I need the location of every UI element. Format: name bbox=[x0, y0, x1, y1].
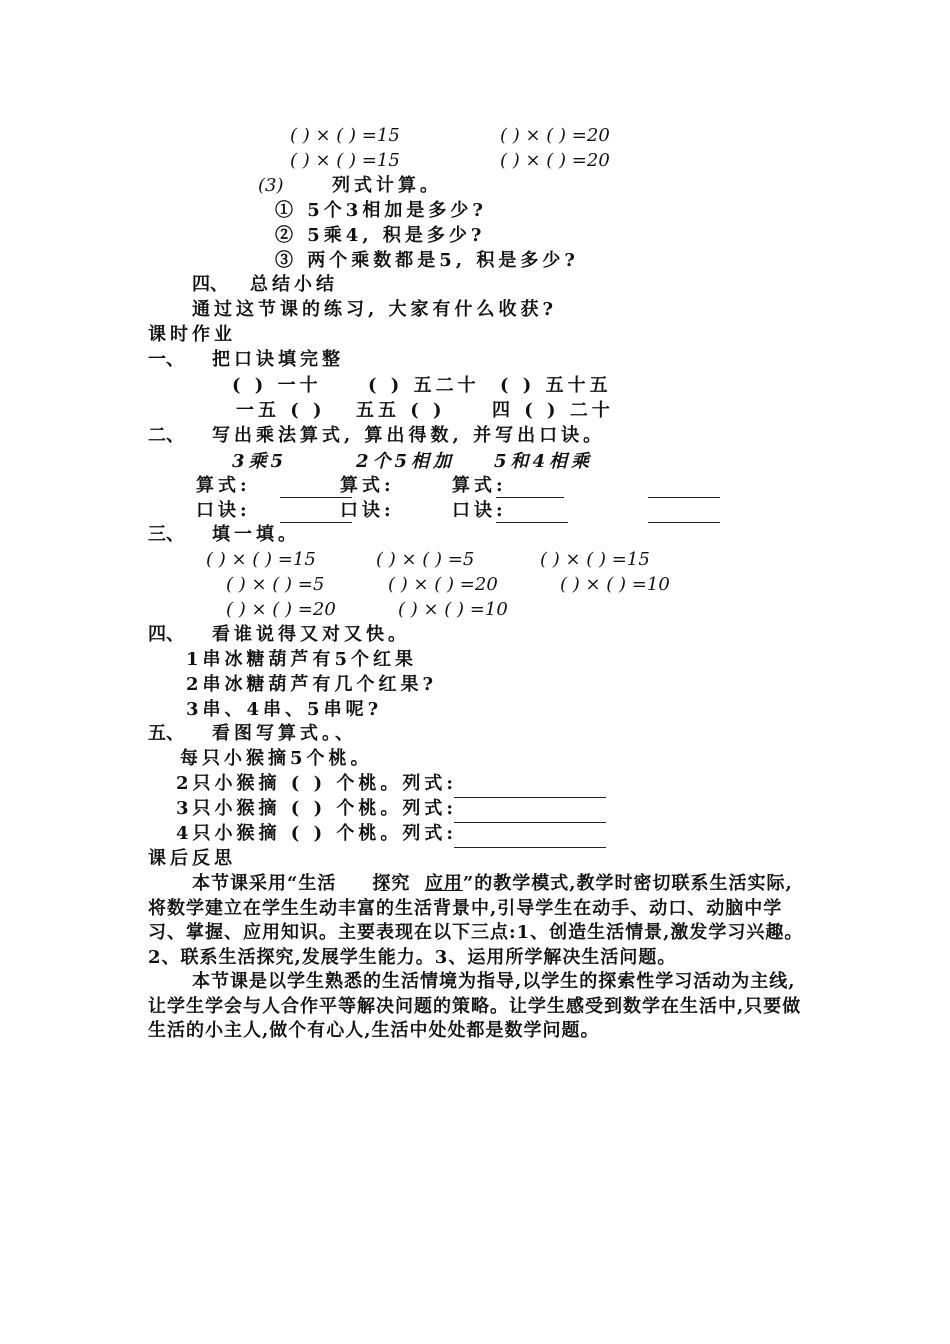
question: ① 5个3相加是多少? bbox=[275, 200, 487, 221]
section-title: 写出乘法算式, 算出得数, 并写出口诀。 bbox=[212, 425, 606, 446]
section-number: 四、 bbox=[192, 274, 228, 295]
subsection-title: 列式计算。 bbox=[332, 175, 442, 196]
equation: ( ) × ( ) =15 bbox=[540, 549, 650, 570]
paragraph-text: ”的教学模式,教学时密切联系生活实际,将数学建立在学生生动丰富的生活背景中,引导学生在动手、动口、动脑中学习、掌握、应用知识。主要表现在以下三点:1、创造生活情景,激发学习兴趣。2、联系生活探究,发展学生能力。3、运用所学解决生活问题。 bbox=[148, 873, 804, 968]
section-text: 3串、4串、5串呢? bbox=[186, 699, 383, 720]
section-number: 一、 bbox=[148, 349, 184, 370]
koujue-label: 口诀: bbox=[196, 500, 251, 521]
koujue-label: 口诀: bbox=[452, 500, 507, 521]
paragraph-text: 探究 bbox=[372, 873, 411, 894]
equation: ( ) × ( ) =10 bbox=[560, 574, 670, 595]
section-number: 五、 bbox=[148, 723, 184, 744]
answer-blank[interactable] bbox=[648, 497, 720, 498]
subsection-number: (3) bbox=[258, 175, 284, 196]
problem-label: 3乘5 bbox=[232, 451, 288, 472]
answer-blank[interactable] bbox=[648, 522, 720, 523]
section-number: 二、 bbox=[148, 425, 184, 446]
answer-blank[interactable] bbox=[454, 847, 606, 848]
section-title: 把口诀填完整 bbox=[212, 349, 344, 370]
formula-label: 算式: bbox=[340, 475, 395, 496]
equation: ( ) × ( ) =20 bbox=[226, 599, 336, 620]
fill-item: ( ) 五二十 bbox=[368, 375, 480, 396]
underlined-text: 应用 bbox=[424, 873, 463, 894]
section-text: 3只小猴摘 ( ) 个桃。列式: bbox=[176, 798, 458, 819]
section-title: 总结小结 bbox=[250, 274, 338, 295]
equation: ( ) × ( ) =5 bbox=[226, 574, 325, 595]
question: ③ 两个乘数都是5, 积是多少? bbox=[275, 250, 579, 271]
formula-label: 算式: bbox=[452, 475, 507, 496]
fill-item: ( ) 一十 bbox=[232, 375, 322, 396]
section-text: 通过这节课的练习, 大家有什么收获? bbox=[192, 299, 558, 320]
equation: ( ) × ( ) =15 bbox=[206, 549, 316, 570]
fill-item: ( ) 五十五 bbox=[500, 375, 612, 396]
problem-label: 5和4相乘 bbox=[494, 451, 594, 472]
equation: ( ) × ( ) =5 bbox=[376, 549, 475, 570]
reflection-title: 课后反思 bbox=[148, 848, 236, 869]
answer-blank[interactable] bbox=[496, 522, 568, 523]
equation: ( ) × ( ) =15 bbox=[290, 150, 400, 171]
answer-blank[interactable] bbox=[454, 797, 606, 798]
section-title: 填一填。 bbox=[212, 524, 300, 545]
equation: ( ) × ( ) =20 bbox=[500, 125, 610, 146]
fill-item: 五五 ( ) bbox=[356, 400, 446, 421]
section-number: 四、 bbox=[148, 624, 184, 645]
equation: ( ) × ( ) =10 bbox=[398, 599, 508, 620]
question: ② 5乘4, 积是多少? bbox=[275, 225, 486, 246]
reflection-body bbox=[148, 872, 810, 1044]
section-text: 2串冰糖葫芦有几个红果? bbox=[186, 674, 438, 695]
section-title: 看谁说得又对又快。 bbox=[212, 624, 410, 645]
answer-blank[interactable] bbox=[454, 822, 606, 823]
section-text: 1串冰糖葫芦有5个红果 bbox=[186, 649, 418, 670]
section-title: 看图写算式。、 bbox=[212, 723, 357, 744]
equation: ( ) × ( ) =20 bbox=[388, 574, 498, 595]
homework-title: 课时作业 bbox=[148, 324, 236, 345]
dash-underline bbox=[336, 872, 372, 897]
reflection-paragraph bbox=[148, 872, 810, 970]
reflection-paragraph: 本节课是以学生熟悉的生活情境为指导,以学生的探索性学习活动为主线,让学生学会与人合作平等解决问题的策略。让学生感受到数学在生活中,只要做生活的小主人,做个有心人,生活中处处都是数学问题。 bbox=[148, 971, 802, 1041]
section-text: 每只小猴摘5个桃。 bbox=[180, 748, 373, 769]
section-text: 2只小猴摘 ( ) 个桃。列式: bbox=[176, 773, 458, 794]
fill-item: 一五 ( ) bbox=[236, 400, 326, 421]
formula-label: 算式: bbox=[196, 475, 251, 496]
paragraph-text: 本节课采用“生活 bbox=[192, 873, 337, 894]
koujue-label: 口诀: bbox=[340, 500, 395, 521]
equation: ( ) × ( ) =20 bbox=[500, 150, 610, 171]
section-number: 三、 bbox=[148, 524, 184, 545]
answer-blank[interactable] bbox=[496, 497, 564, 498]
equation: ( ) × ( ) =15 bbox=[290, 125, 400, 146]
fill-item: 四 ( ) 二十 bbox=[492, 400, 614, 421]
problem-label: 2个5相加 bbox=[356, 451, 456, 472]
section-text: 4只小猴摘 ( ) 个桃。列式: bbox=[176, 823, 458, 844]
